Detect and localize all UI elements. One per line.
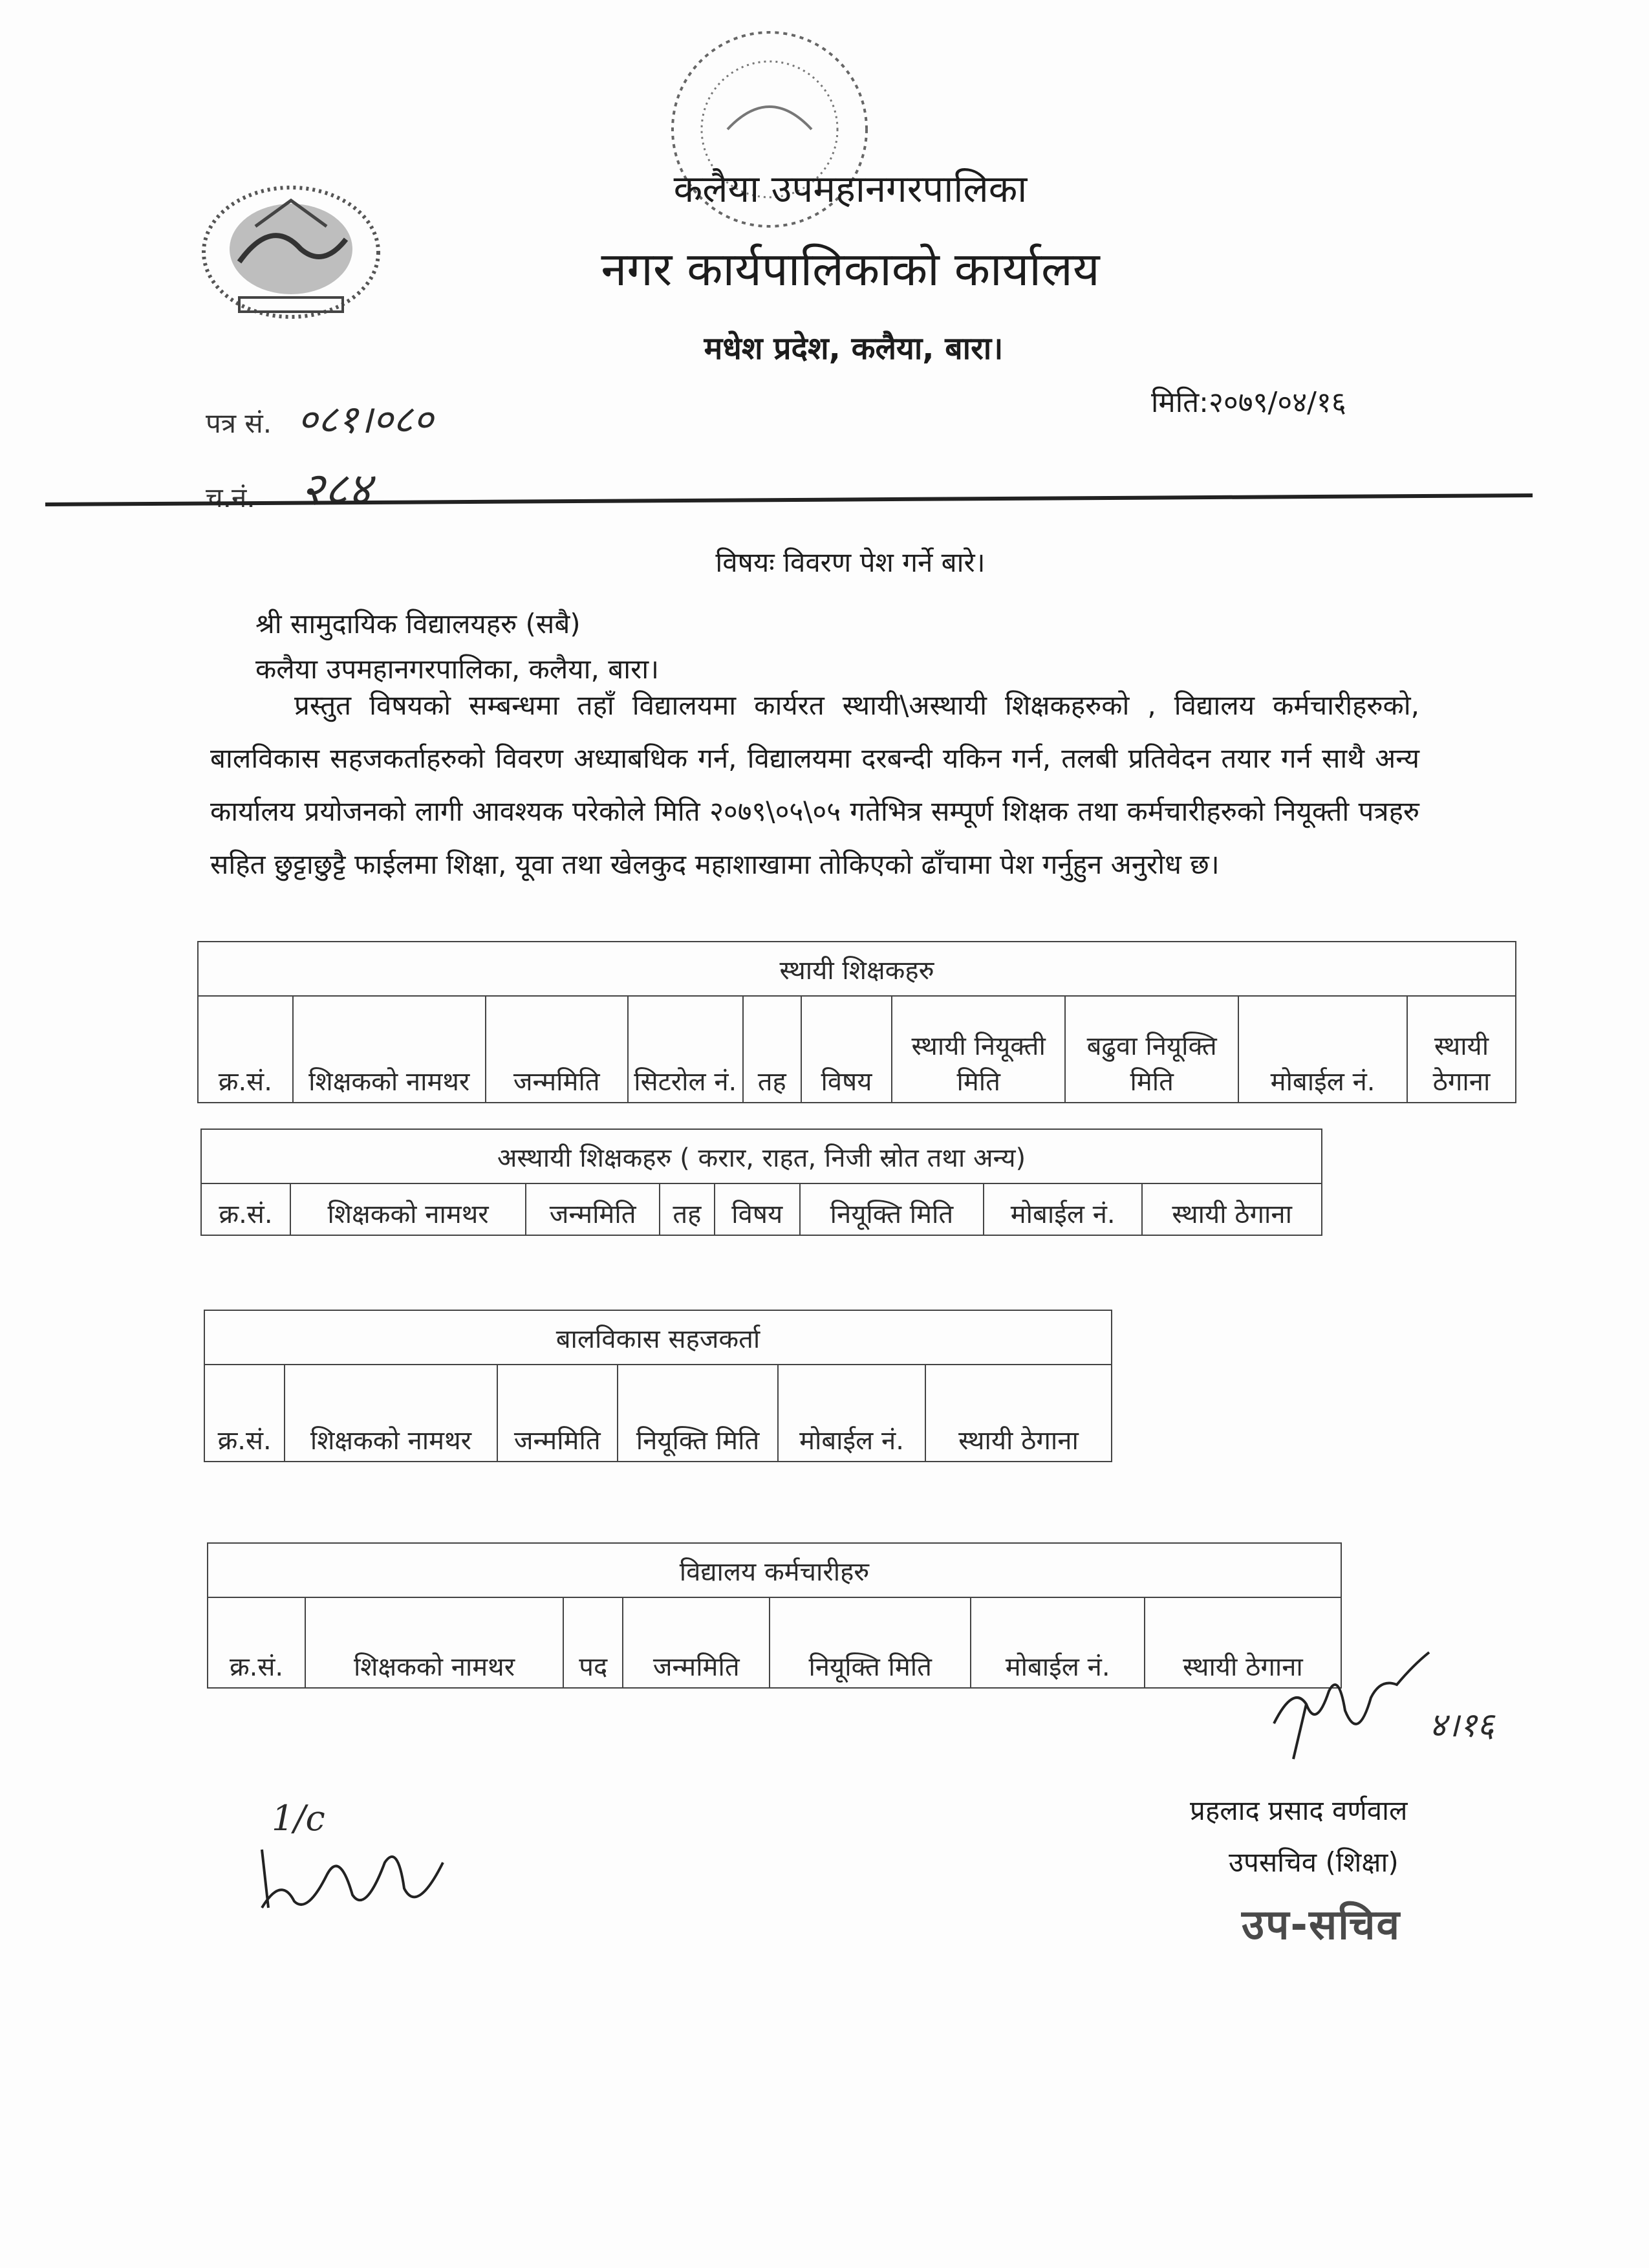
column-header: क्र.सं. bbox=[201, 1183, 290, 1235]
letter-address: कलैया उपमहानगरपालिका, कलैया, बारा। bbox=[255, 653, 660, 685]
signature-date: ४।१६ bbox=[1429, 1706, 1494, 1745]
column-header: शिक्षकको नामथर bbox=[290, 1183, 526, 1235]
column-header: नियूक्ति मिति bbox=[618, 1365, 778, 1462]
column-header: जन्ममिति bbox=[526, 1183, 660, 1235]
column-header: बढुवा नियूक्ति मिति bbox=[1065, 996, 1238, 1103]
column-header: क्र.सं. bbox=[198, 996, 293, 1103]
column-header: सिटरोल नं. bbox=[628, 996, 743, 1103]
column-header: क्र.सं. bbox=[208, 1597, 305, 1688]
patra-sankhya-label: पत्र सं. bbox=[206, 407, 272, 439]
column-header: जन्ममिति bbox=[623, 1597, 770, 1688]
column-header: तह bbox=[743, 996, 801, 1103]
table-title: अस्थायी शिक्षकहरु ( करार, राहत, निजी स्रोत तथा अन्य) bbox=[201, 1129, 1322, 1183]
permanent-teachers-table bbox=[197, 941, 1516, 1103]
signatory-name: प्रहलाद प्रसाद वर्णवाल bbox=[1190, 1795, 1408, 1826]
initials-scribble bbox=[255, 1837, 449, 1921]
column-header: स्थायी ठेगाना bbox=[1142, 1183, 1322, 1235]
letter-date: मिति:२०७९/०४/१६ bbox=[1151, 386, 1346, 419]
chalani-label: च.नं. bbox=[206, 482, 255, 513]
designation-stamp: उप-सचिव bbox=[1242, 1901, 1401, 1949]
office-address: मधेश प्रदेश, कलैया, बारा। bbox=[704, 330, 1004, 367]
table-title: स्थायी शिक्षकहरु bbox=[198, 942, 1516, 996]
table-title: बालविकास सहजकर्ता bbox=[204, 1310, 1112, 1365]
letter-addressee: श्री सामुदायिक विद्यालयहरु (सबै) bbox=[255, 608, 581, 640]
column-header: मोबाईल नं. bbox=[778, 1365, 925, 1462]
letter-body: प्रस्तुत विषयको सम्बन्धमा तहाँ विद्यालयमा कार्यरत स्थायी\अस्थायी शिक्षकहरुको , विद्यालय कर्मचारीहरुको, बालविकास सहजकर्ताहरुको विवरण अध्याबधिक गर्न, विद्यालयमा दरबन्दी यकिन गर्न, तलबी प्रतिवेदन तयार गर्न साथै अन्य कार्यालय प्रयोजनको लागी आवश्यक परेकोले मिति २०७९\०५\०५ गतेभित्र सम्पूर्ण शिक्षक तथा कर्मचारीहरुको नियूक्ती पत्रहरु सहित छुट्टाछुट्टै फाईलमा शिक्षा, यूवा तथा खेलकुद महाशाखामा तोकिएको ढाँचामा पेश गर्नुहुन अनुरोध छ। bbox=[210, 689, 1419, 880]
column-header: नियूक्ति मिति bbox=[770, 1597, 971, 1688]
letter-subject: विषयः विवरण पेश गर्ने बारे। bbox=[715, 546, 986, 578]
column-header: स्थायी ठेगाना bbox=[925, 1365, 1112, 1462]
column-header: पद bbox=[563, 1597, 623, 1688]
column-header: जन्ममिति bbox=[497, 1365, 618, 1462]
column-header: मोबाईल नं. bbox=[971, 1597, 1145, 1688]
municipality-name: कलैया उपमहानगरपालिका bbox=[673, 167, 1028, 211]
column-header: विषय bbox=[801, 996, 892, 1103]
temporary-teachers-table bbox=[200, 1129, 1322, 1236]
column-header: जन्ममिति bbox=[486, 996, 628, 1103]
column-header: स्थायी नियूक्ती मिति bbox=[892, 996, 1065, 1103]
column-header: मोबाईल नं. bbox=[984, 1183, 1142, 1235]
column-header: विषय bbox=[715, 1183, 800, 1235]
table-title: विद्यालय कर्मचारीहरु bbox=[208, 1543, 1341, 1597]
column-header: स्थायी ठेगाना bbox=[1145, 1597, 1341, 1688]
column-header: मोबाईल नं. bbox=[1238, 996, 1407, 1103]
handwritten-note: 1/c bbox=[272, 1798, 325, 1839]
column-header: शिक्षकको नामथर bbox=[293, 996, 486, 1103]
column-header: शिक्षकको नामथर bbox=[285, 1365, 497, 1462]
patra-sankhya-value: ०८१।०८० bbox=[297, 397, 433, 442]
column-header: क्र.सं. bbox=[204, 1365, 285, 1462]
school-staff-table bbox=[207, 1542, 1342, 1689]
signatory-designation: उपसचिव (शिक्षा) bbox=[1229, 1846, 1399, 1878]
signature-scribble bbox=[1267, 1646, 1436, 1762]
column-header: नियूक्ति मिति bbox=[800, 1183, 984, 1235]
ecd-facilitator-table bbox=[204, 1310, 1112, 1462]
header-divider bbox=[45, 493, 1533, 506]
chalani-value: २८४ bbox=[301, 462, 372, 515]
column-header: तह bbox=[660, 1183, 715, 1235]
column-header: शिक्षकको नामथर bbox=[305, 1597, 563, 1688]
office-name: नगर कार्यपालिकाको कार्यालय bbox=[601, 242, 1100, 296]
column-header: स्थायी ठेगाना bbox=[1407, 996, 1516, 1103]
